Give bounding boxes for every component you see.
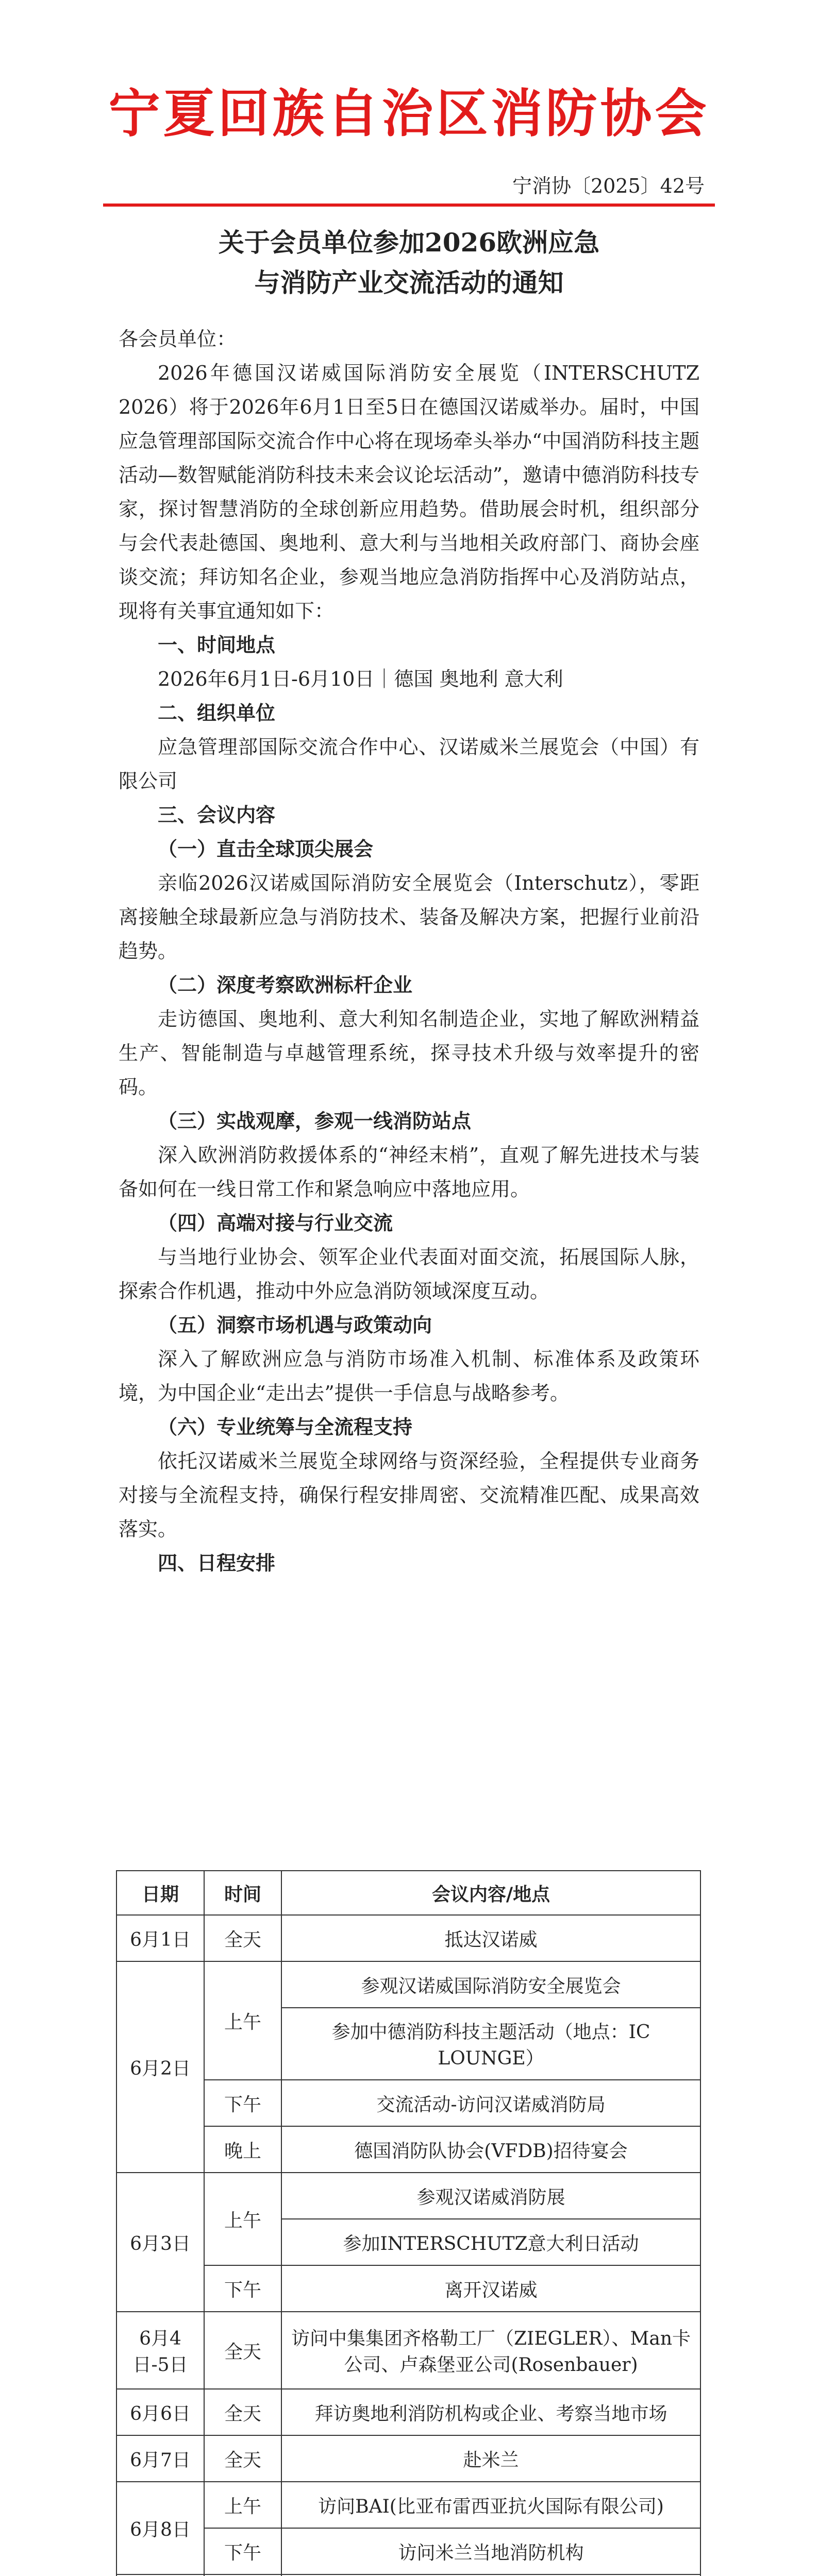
content-cell: 访问米兰当地消防机构 bbox=[281, 2528, 700, 2574]
notice-body bbox=[119, 322, 699, 1580]
section-1-heading: 一、时间地点 bbox=[158, 634, 276, 656]
time-cell: 下午 bbox=[204, 2265, 281, 2312]
table-row bbox=[116, 2080, 700, 2126]
header-red-divider bbox=[103, 204, 715, 207]
content-cell: 参观汉诺威国际消防安全展览会 bbox=[281, 1961, 700, 2008]
time-cell: 全天 bbox=[204, 1915, 281, 1961]
time-cell: 全天 bbox=[204, 2312, 281, 2389]
table-row bbox=[116, 2482, 700, 2528]
title-line-1: 关于会员单位参加2026欧洲应急 bbox=[218, 227, 600, 258]
table-row bbox=[116, 2528, 700, 2574]
time-cell: 下午 bbox=[204, 2528, 281, 2574]
content-cell: 拜访奥地利消防机构或企业、考察当地市场 bbox=[281, 2389, 700, 2435]
table-header-cell: 会议内容/地点 bbox=[281, 1871, 700, 1915]
notice-title bbox=[0, 223, 818, 303]
date-cell: 6月1日 bbox=[116, 1915, 204, 1961]
intro-paragraph: 2026年德国汉诺威国际消防安全展览（INTERSCHUTZ 2026）将于2026年6月1日至5日在德国汉诺威举办。届时，中国应急管理部国际交流合作中心将在现场牵头举办“中国消防科技主题活动—数智赋能消防科技未来会议论坛活动”，邀请中德消防科技专家，探讨智慧消防的全球创新应用趋势。借助展会时机，组织部分与会代表赴德国、奥地利、意大利与当地相关政府部门、商协会座谈交流；拜访知名企业，参观当地应急消防指挥中心及消防站点，现将有关事宜通知如下： bbox=[119, 362, 699, 622]
section-3-item-text: 深入欧洲消防救援体系的“神经末梢”，直观了解先进技术与装备如何在一线日常工作和紧急响应中落地应用。 bbox=[119, 1144, 699, 1200]
addressee: 各会员单位： bbox=[119, 328, 237, 350]
section-4-heading: 四、日程安排 bbox=[158, 1552, 276, 1574]
table-row bbox=[116, 1915, 700, 1961]
section-3-item-title: （四）高端对接与行业交流 bbox=[158, 1211, 393, 1234]
table-header-cell: 日期 bbox=[116, 1871, 204, 1915]
content-cell: 抵达汉诺威 bbox=[281, 1915, 700, 1961]
section-3-item-text: 依托汉诺威米兰展览全球网络与资深经验，全程提供专业商务对接与全流程支持，确保行程安排周密、交流精准匹配、成果高效落实。 bbox=[119, 1450, 699, 1540]
section-2-heading: 二、组织单位 bbox=[158, 702, 276, 724]
time-cell: 上午 bbox=[204, 1961, 281, 2080]
content-cell: 参观汉诺威消防展 bbox=[281, 2173, 700, 2219]
table-row bbox=[116, 2389, 700, 2435]
time-cell: 晚上 bbox=[204, 2126, 281, 2173]
table-header-cell: 时间 bbox=[204, 1871, 281, 1915]
section-2-text: 应急管理部国际交流合作中心、汉诺威米兰展览会（中国）有限公司 bbox=[119, 736, 699, 792]
org-header-title: 宁夏回族自治区消防协会 bbox=[108, 83, 710, 144]
section-3-item-title: （二）深度考察欧洲标杆企业 bbox=[158, 973, 413, 996]
document-number: 宁消协〔2025〕42号 bbox=[512, 175, 705, 197]
schedule-table bbox=[116, 1870, 701, 2576]
table-row bbox=[116, 2265, 700, 2312]
date-cell: 6月7日 bbox=[116, 2435, 204, 2482]
content-cell: 访问中集集团齐格勒工厂（ZIEGLER）、Man卡公司、卢森堡亚公司(Rosenbauer) bbox=[281, 2312, 700, 2389]
time-cell: 上午 bbox=[204, 2482, 281, 2528]
date-cell: 6月8日 bbox=[116, 2482, 204, 2574]
table-row bbox=[116, 2312, 700, 2389]
section-3-item-text: 亲临2026汉诺威国际消防安全展览会（Interschutz），零距离接触全球最新应急与消防技术、装备及解决方案，把握行业前沿趋势。 bbox=[119, 872, 699, 962]
time-cell: 全天 bbox=[204, 2389, 281, 2435]
section-3-item-text: 深入了解欧洲应急与消防市场准入机制、标准体系及政策环境，为中国企业“走出去”提供一手信息与战略参考。 bbox=[119, 1348, 699, 1404]
time-cell: 全天 bbox=[204, 2435, 281, 2482]
title-line-2: 与消防产业交流活动的通知 bbox=[254, 267, 564, 298]
content-cell: 离开汉诺威 bbox=[281, 2265, 700, 2312]
date-cell: 6月2日 bbox=[116, 1961, 204, 2173]
table-row bbox=[116, 2435, 700, 2482]
date-cell: 6月4日-5日 bbox=[116, 2312, 204, 2389]
section-3-item-title: （六）专业统筹与全流程支持 bbox=[158, 1415, 413, 1438]
table-row bbox=[116, 1961, 700, 2008]
section-3-item-text: 走访德国、奥地利、意大利知名制造企业，实地了解欧洲精益生产、智能制造与卓越管理系统，探寻技术升级与效率提升的密码。 bbox=[119, 1008, 699, 1098]
table-row bbox=[116, 2173, 700, 2219]
content-cell: 赴米兰 bbox=[281, 2435, 700, 2482]
date-cell: 6月3日 bbox=[116, 2173, 204, 2312]
content-cell: 交流活动-访问汉诺威消防局 bbox=[281, 2080, 700, 2126]
date-cell: 6月6日 bbox=[116, 2389, 204, 2435]
section-3-item-title: （一）直击全球顶尖展会 bbox=[158, 837, 374, 860]
content-cell: 访问BAI(比亚布雷西亚抗火国际有限公司) bbox=[281, 2482, 700, 2528]
table-header-row bbox=[116, 1871, 700, 1915]
content-cell: 参加中德消防科技主题活动（地点：IC LOUNGE） bbox=[281, 2008, 700, 2080]
time-cell: 上午 bbox=[204, 2173, 281, 2265]
section-3-item-text: 与当地行业协会、领军企业代表面对面交流，拓展国际人脉，探索合作机遇，推动中外应急消防领域深度互动。 bbox=[119, 1246, 699, 1302]
table-row bbox=[116, 2126, 700, 2173]
time-cell: 下午 bbox=[204, 2080, 281, 2126]
section-3-item-title: （五）洞察市场机遇与政策动向 bbox=[158, 1313, 432, 1336]
section-1-text: 2026年6月1日-6月10日｜德国 奥地利 意大利 bbox=[158, 668, 563, 690]
section-3-heading: 三、会议内容 bbox=[158, 804, 276, 826]
content-cell: 德国消防队协会(VFDB)招待宴会 bbox=[281, 2126, 700, 2173]
section-3-item-title: （三）实战观摩，参观一线消防站点 bbox=[158, 1109, 472, 1132]
content-cell: 参加INTERSCHUTZ意大利日活动 bbox=[281, 2219, 700, 2265]
